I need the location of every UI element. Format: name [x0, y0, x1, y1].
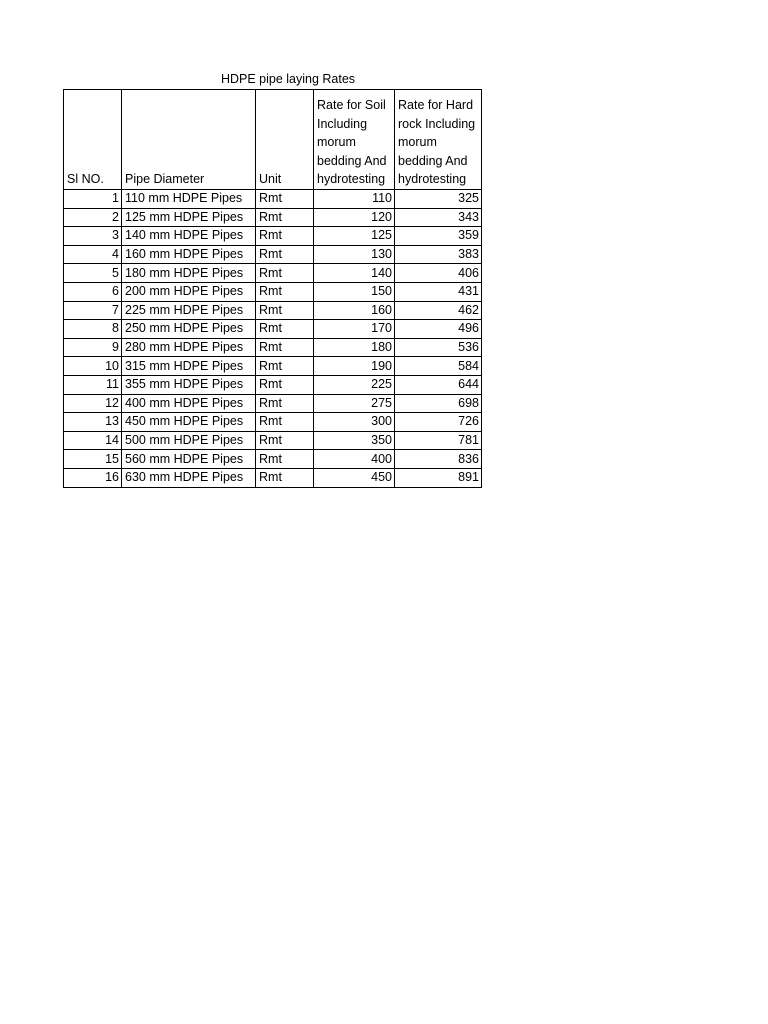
cell-rate-hard-rock: 584	[395, 357, 482, 376]
cell-unit: Rmt	[256, 357, 314, 376]
cell-rate-soil: 275	[314, 394, 395, 413]
cell-pipe-diameter: 280 mm HDPE Pipes	[122, 338, 256, 357]
cell-rate-soil: 170	[314, 320, 395, 339]
rates-table	[63, 89, 482, 488]
cell-rate-hard-rock: 359	[395, 227, 482, 246]
cell-sl-no: 16	[64, 468, 122, 487]
table-row	[64, 413, 482, 432]
table-row	[64, 357, 482, 376]
cell-rate-hard-rock: 726	[395, 413, 482, 432]
header-sl-no: Sl NO.	[64, 90, 122, 190]
cell-rate-hard-rock: 836	[395, 450, 482, 469]
cell-rate-soil: 120	[314, 208, 395, 227]
cell-rate-soil: 350	[314, 431, 395, 450]
table-row	[64, 375, 482, 394]
cell-sl-no: 5	[64, 264, 122, 283]
cell-rate-hard-rock: 496	[395, 320, 482, 339]
cell-sl-no: 13	[64, 413, 122, 432]
cell-rate-hard-rock: 406	[395, 264, 482, 283]
cell-sl-no: 9	[64, 338, 122, 357]
cell-rate-hard-rock: 431	[395, 282, 482, 301]
cell-unit: Rmt	[256, 468, 314, 487]
cell-rate-soil: 180	[314, 338, 395, 357]
cell-sl-no: 15	[64, 450, 122, 469]
cell-rate-soil: 300	[314, 413, 395, 432]
cell-rate-soil: 190	[314, 357, 395, 376]
cell-unit: Rmt	[256, 190, 314, 209]
cell-pipe-diameter: 180 mm HDPE Pipes	[122, 264, 256, 283]
cell-unit: Rmt	[256, 245, 314, 264]
table-row	[64, 282, 482, 301]
cell-unit: Rmt	[256, 208, 314, 227]
cell-rate-soil: 450	[314, 468, 395, 487]
table-row	[64, 431, 482, 450]
cell-unit: Rmt	[256, 413, 314, 432]
cell-sl-no: 8	[64, 320, 122, 339]
cell-unit: Rmt	[256, 320, 314, 339]
cell-pipe-diameter: 125 mm HDPE Pipes	[122, 208, 256, 227]
cell-pipe-diameter: 355 mm HDPE Pipes	[122, 375, 256, 394]
cell-sl-no: 1	[64, 190, 122, 209]
cell-pipe-diameter: 160 mm HDPE Pipes	[122, 245, 256, 264]
header-unit: Unit	[256, 90, 314, 190]
cell-unit: Rmt	[256, 301, 314, 320]
cell-rate-hard-rock: 383	[395, 245, 482, 264]
header-rate-hard-rock: Rate for Hard rock Including morum bedding And hydrotesting	[395, 90, 482, 190]
table-row	[64, 450, 482, 469]
cell-rate-hard-rock: 781	[395, 431, 482, 450]
cell-sl-no: 4	[64, 245, 122, 264]
cell-unit: Rmt	[256, 282, 314, 301]
rates-table-body	[64, 90, 482, 488]
cell-unit: Rmt	[256, 431, 314, 450]
cell-unit: Rmt	[256, 264, 314, 283]
cell-rate-hard-rock: 462	[395, 301, 482, 320]
cell-rate-hard-rock: 698	[395, 394, 482, 413]
table-row	[64, 245, 482, 264]
table-row	[64, 208, 482, 227]
cell-pipe-diameter: 560 mm HDPE Pipes	[122, 450, 256, 469]
cell-rate-hard-rock: 536	[395, 338, 482, 357]
cell-sl-no: 7	[64, 301, 122, 320]
cell-unit: Rmt	[256, 375, 314, 394]
table-row	[64, 320, 482, 339]
sheet-title: HDPE pipe laying Rates	[220, 72, 356, 86]
cell-unit: Rmt	[256, 338, 314, 357]
cell-sl-no: 14	[64, 431, 122, 450]
table-row	[64, 190, 482, 209]
cell-rate-soil: 125	[314, 227, 395, 246]
cell-sl-no: 6	[64, 282, 122, 301]
cell-rate-soil: 130	[314, 245, 395, 264]
cell-pipe-diameter: 500 mm HDPE Pipes	[122, 431, 256, 450]
cell-rate-hard-rock: 343	[395, 208, 482, 227]
table-row	[64, 394, 482, 413]
cell-pipe-diameter: 250 mm HDPE Pipes	[122, 320, 256, 339]
table-row	[64, 264, 482, 283]
cell-sl-no: 3	[64, 227, 122, 246]
cell-rate-hard-rock: 891	[395, 468, 482, 487]
cell-rate-hard-rock: 644	[395, 375, 482, 394]
cell-rate-soil: 225	[314, 375, 395, 394]
cell-pipe-diameter: 630 mm HDPE Pipes	[122, 468, 256, 487]
header-pipe-diameter: Pipe Diameter	[122, 90, 256, 190]
cell-pipe-diameter: 400 mm HDPE Pipes	[122, 394, 256, 413]
cell-unit: Rmt	[256, 394, 314, 413]
cell-unit: Rmt	[256, 227, 314, 246]
cell-rate-soil: 160	[314, 301, 395, 320]
table-row	[64, 301, 482, 320]
cell-rate-soil: 150	[314, 282, 395, 301]
table-row	[64, 468, 482, 487]
table-row	[64, 338, 482, 357]
cell-pipe-diameter: 315 mm HDPE Pipes	[122, 357, 256, 376]
cell-rate-hard-rock: 325	[395, 190, 482, 209]
cell-pipe-diameter: 110 mm HDPE Pipes	[122, 190, 256, 209]
cell-pipe-diameter: 200 mm HDPE Pipes	[122, 282, 256, 301]
header-rate-soil: Rate for Soil Including morum bedding And hydrotesting	[314, 90, 395, 190]
table-row	[64, 227, 482, 246]
cell-pipe-diameter: 140 mm HDPE Pipes	[122, 227, 256, 246]
header-row	[64, 90, 482, 190]
cell-rate-soil: 400	[314, 450, 395, 469]
cell-sl-no: 2	[64, 208, 122, 227]
cell-sl-no: 11	[64, 375, 122, 394]
cell-rate-soil: 110	[314, 190, 395, 209]
cell-sl-no: 10	[64, 357, 122, 376]
cell-pipe-diameter: 450 mm HDPE Pipes	[122, 413, 256, 432]
cell-unit: Rmt	[256, 450, 314, 469]
cell-rate-soil: 140	[314, 264, 395, 283]
cell-sl-no: 12	[64, 394, 122, 413]
cell-pipe-diameter: 225 mm HDPE Pipes	[122, 301, 256, 320]
